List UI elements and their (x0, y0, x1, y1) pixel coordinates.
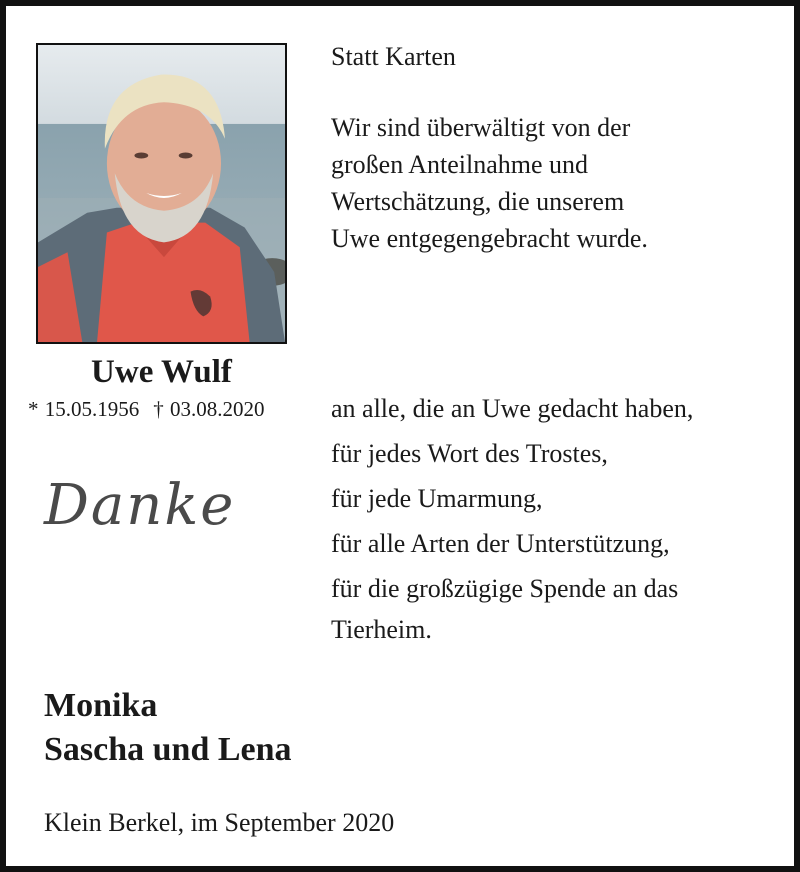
intro-line: großen Anteilnahme und (331, 150, 589, 179)
danke-script (40, 466, 280, 538)
thanks-line: für jedes Wort des Trostes, (331, 439, 608, 468)
signature-monika: Monika (44, 687, 158, 724)
thanks-line: für die großzügige Spende an das (331, 574, 679, 603)
thanks-line: an alle, die an Uwe gedacht haben, (331, 394, 694, 423)
statt-karten-header: Statt Karten (331, 42, 456, 71)
svg-text:Danke: Danke (44, 473, 236, 538)
death-date: † 03.08.2020 (153, 397, 265, 421)
deceased-name: Uwe Wulf (91, 354, 232, 390)
thanks-line: für alle Arten der Unterstützung, (331, 529, 670, 558)
thanks-line: Tierheim. (331, 615, 432, 644)
thanks-line: für jede Umarmung, (331, 484, 543, 513)
signature-sascha-lena: Sascha und Lena (44, 731, 292, 768)
intro-line: Wertschätzung, die unserem (331, 187, 625, 216)
intro-line: Uwe entgegengebracht wurde. (331, 224, 648, 253)
thanks-list (331, 386, 693, 648)
place-date: Klein Berkel, im September 2020 (44, 808, 395, 837)
intro-paragraph (331, 109, 648, 257)
portrait-photo (36, 43, 287, 344)
life-dates (28, 397, 265, 422)
intro-line: Wir sind überwältigt von der (331, 113, 631, 142)
birth-date: * 15.05.1956 (28, 397, 140, 421)
